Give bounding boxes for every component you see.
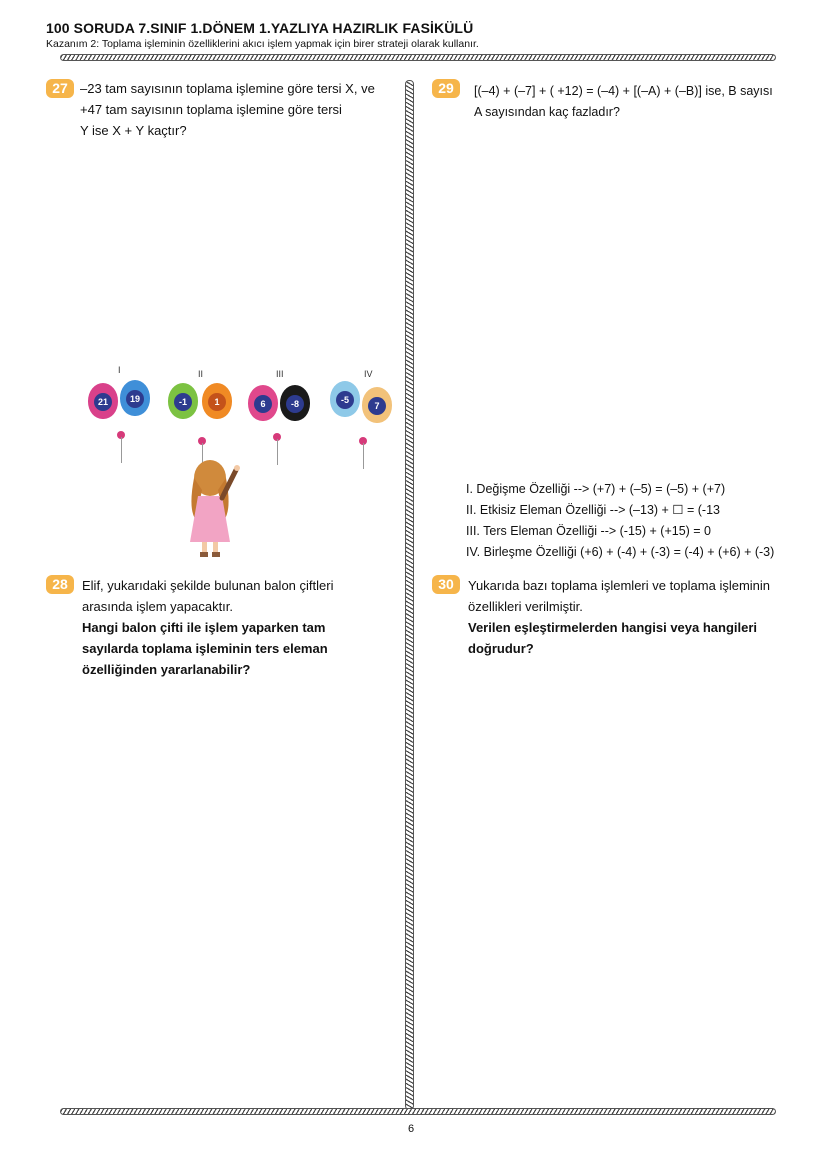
question-30-badge: 30 [432,575,460,594]
q30-item-3: III. Ters Eleman Özelliği --> (-15) + (+15) = 0 [466,524,712,538]
question-28-text [82,575,402,680]
balloon-number: 7 [368,397,386,415]
q30-statements [466,479,816,563]
q28-bold-line-1: Hangi balon çifti ile işlem yaparken tam [82,620,326,635]
balloon-string [277,439,278,465]
q29-line-2: A sayısından kaç fazladır? [474,105,620,119]
pair-label-i: I [118,365,121,375]
q30-item-1: I. Değişme Özelliği --> (+7) + (–5) = (–5) + (+7) [466,482,726,496]
q29-line-1: [(–4) + (–7] + ( +12) = (–4) + [(–A) + (–B)] ise, B sayısı [474,84,773,98]
pair-label-iv: IV [364,369,373,379]
q30-bold-line-1: Verilen eşleştirmelerden hangisi veya hangileri [468,620,758,635]
page-number: 6 [408,1123,415,1135]
balloon-number: 19 [126,390,144,408]
q30-item-4: IV. Birleşme Özelliği (+6) + (-4) + (-3) = (-4) + (+6) + (-3) [466,545,775,559]
q28-line-1: Elif, yukarıdaki şekilde bulunan balon çiftleri [82,578,334,593]
balloon-figure [80,365,400,565]
balloon-string [121,437,122,463]
pair-label-iii: III [276,369,284,379]
question-27-badge: 27 [46,79,74,98]
center-rope-divider [405,80,414,1110]
question-29-badge: 29 [432,79,460,98]
balloon-number: -5 [336,391,354,409]
q30-bold-line-2: doğrudur? [468,641,534,656]
q30-item-2: II. Etkisiz Eleman Özelliği --> (–13) + ☐ = (-13 [466,503,720,517]
balloon-number: -8 [286,395,304,413]
girl-illustration [180,450,250,560]
pair-label-ii: II [198,369,204,379]
q27-line-1: –23 tam sayısının toplama işlemine göre tersi X, ve [80,81,375,96]
question-29-text [474,81,814,123]
bottom-rope-divider [60,1108,776,1115]
top-rope-divider [60,54,776,61]
balloon-string [363,443,364,469]
q30-line-2: özellikleri verilmiştir. [468,599,583,614]
q28-line-2: arasında işlem yapacaktır. [82,599,234,614]
balloon-number: 1 [208,393,226,411]
q27-line-3: Y ise X + Y kaçtır? [80,123,187,138]
question-30-text [468,575,818,659]
q30-line-1: Yukarıda bazı toplama işlemleri ve toplama işleminin [468,578,771,593]
balloon-number: -1 [174,393,192,411]
page-title: 100 SORUDA 7.SINIF 1.DÖNEM 1.YAZLIYA HAZIRLIK FASİKÜLÜ [46,20,474,36]
q28-bold-line-3: özelliğinden yararlanabilir? [82,662,251,677]
q28-bold-line-2: sayılarda toplama işleminin ters eleman [82,641,328,656]
q27-line-2: +47 tam sayısının toplama işlemine göre tersi [80,102,342,117]
balloon-number: 21 [94,393,112,411]
question-27-text [80,78,400,141]
balloon-number: 6 [254,395,272,413]
page-subtitle: Kazanım 2: Toplama işleminin özelliklerini akıcı işlem yapmak için birer strateji olarak kullanır. [46,38,479,50]
question-28-badge: 28 [46,575,74,594]
